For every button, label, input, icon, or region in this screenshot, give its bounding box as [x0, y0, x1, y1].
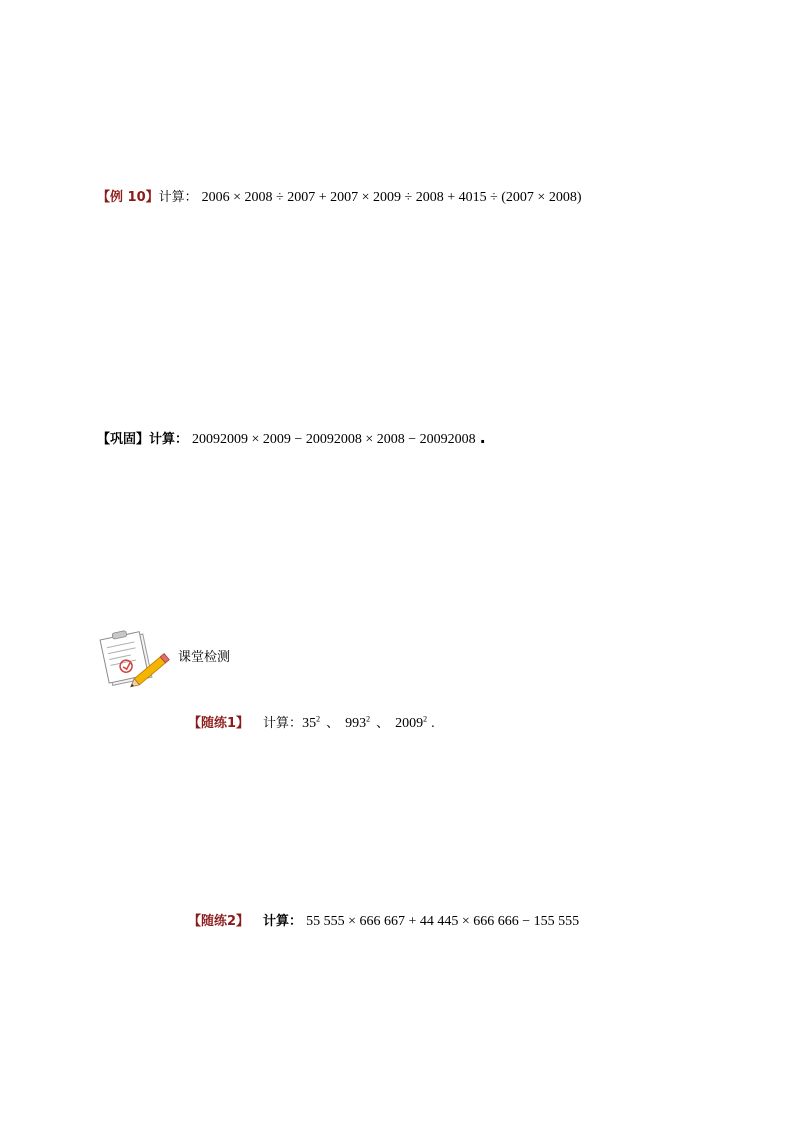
practice-1-sep-1: 、: [326, 716, 340, 731]
practice-2-expression: 55 555 × 666 667 + 44 445 × 666 666 − 155 555: [306, 914, 580, 929]
example-10-line: [97, 186, 582, 206]
consolidate-expression: 20092009 × 2009 − 20092008 × 2008 − 20092008: [192, 432, 476, 447]
practice-1-item-3-exp: 2: [423, 714, 428, 724]
homework-pencil-icon: [96, 626, 176, 694]
example-10-tag: 【例 10】: [97, 190, 159, 205]
section-title: 课堂检测: [178, 650, 231, 665]
practice-1-item-2: [345, 716, 370, 732]
example-10-label: 计算：: [158, 190, 198, 205]
practice-1-end: .: [431, 716, 435, 731]
example-10-expression: 2006 × 2008 ÷ 2007 + 2007 × 2009 ÷ 2008 + 4015 ÷ (2007 × 2008): [201, 190, 582, 205]
practice-1-item-1: [302, 716, 320, 732]
practice-2-line: [188, 910, 579, 930]
consolidate-line: [97, 428, 486, 448]
practice-1-label: 计算：: [263, 716, 303, 731]
practice-1-item-2-base: 993: [345, 716, 367, 731]
practice-1-sep-2: 、: [376, 716, 390, 731]
practice-1-item-1-base: 35: [302, 716, 317, 731]
consolidate-end: .: [479, 428, 486, 447]
practice-1-line: [188, 712, 435, 732]
practice-1-item-3: [395, 716, 427, 732]
consolidate-label: 计算：: [149, 432, 189, 447]
practice-1-item-1-exp: 2: [316, 714, 321, 724]
practice-1-item-3-base: 2009: [395, 716, 424, 731]
practice-2-label: 计算：: [263, 914, 303, 929]
practice-2-tag: 【随练2】: [188, 914, 250, 929]
practice-1-item-2-exp: 2: [366, 714, 371, 724]
consolidate-tag: 【巩固】: [97, 432, 150, 447]
practice-1-tag: 【随练1】: [188, 716, 250, 731]
